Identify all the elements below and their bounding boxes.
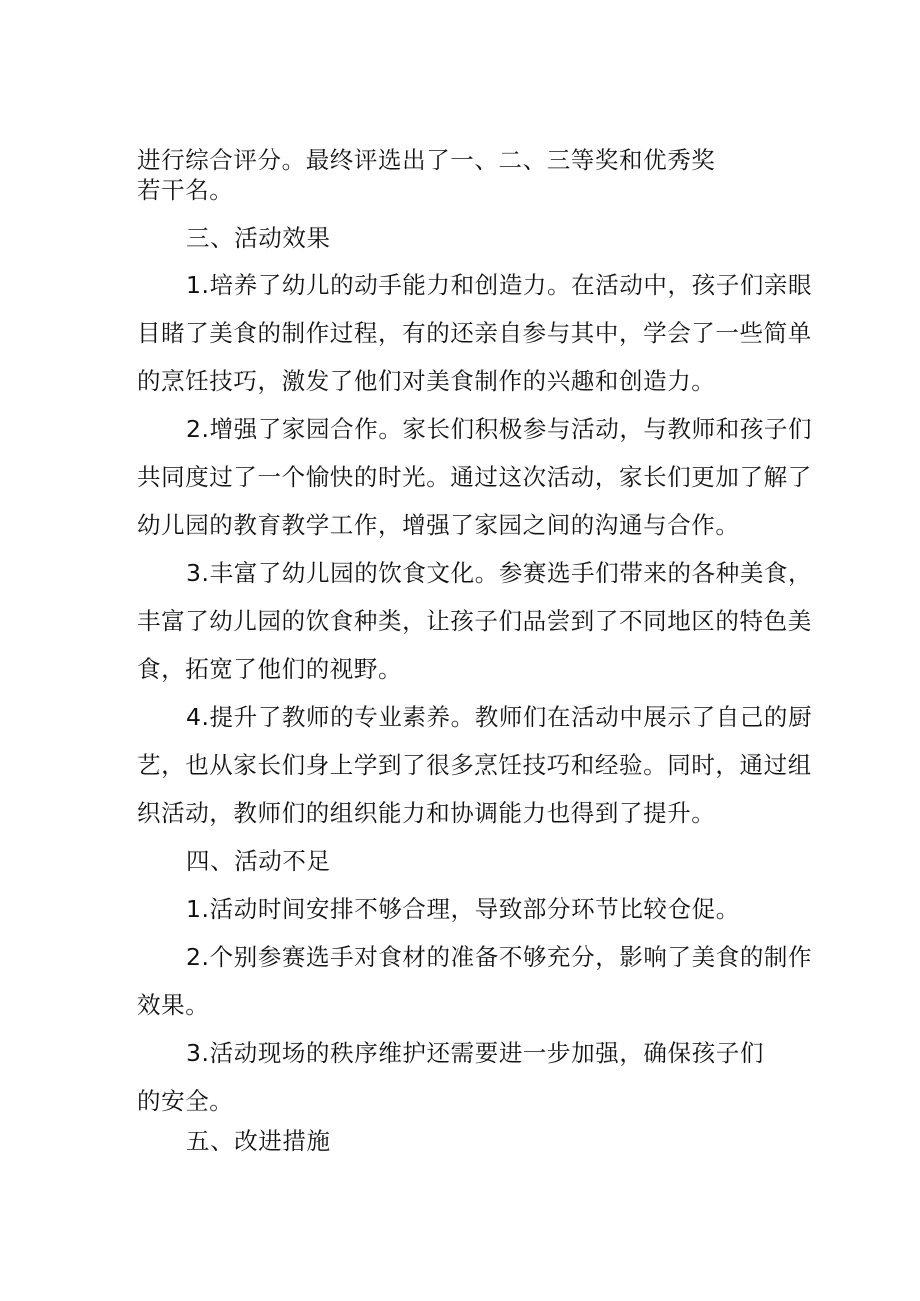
section-heading: 四、活动不足 xyxy=(186,847,331,875)
paragraph-line: 共同度过了一个愉快的时光。通过这次活动，家长们更加了解了 xyxy=(137,463,812,491)
paragraph-line: 幼儿园的教育教学工作，增强了家园之间的沟通与合作。 xyxy=(137,511,740,539)
paragraph-line: 的安全。 xyxy=(137,1087,234,1115)
paragraph-line: 2.个别参赛选手对食材的准备不够充分，影响了美食的制作 xyxy=(186,943,813,971)
paragraph-line: 的烹饪技巧，激发了他们对美食制作的兴趣和创造力。 xyxy=(137,367,716,395)
paragraph-line: 艺，也从家长们身上学到了很多烹饪技巧和经验。同时，通过组 xyxy=(137,751,812,779)
paragraph-line: 目睹了美食的制作过程，有的还亲自参与其中，学会了一些简单 xyxy=(137,319,812,347)
paragraph-line: 丰富了幼儿园的饮食种类，让孩子们品尝到了不同地区的特色美 xyxy=(137,607,812,635)
paragraph-line: 进行综合评分。最终评选出了一、二、三等奖和优秀奖 xyxy=(137,146,716,174)
paragraph-line: 3.丰富了幼儿园的饮食文化。参赛选手们带来的各种美食， xyxy=(186,559,813,587)
paragraph-line: 织活动，教师们的组织能力和协调能力也得到了提升。 xyxy=(137,799,716,827)
paragraph-line: 3.活动现场的秩序维护还需要进一步加强，确保孩子们 xyxy=(186,1039,764,1067)
paragraph-line: 效果。 xyxy=(137,991,210,1019)
paragraph-line: 若干名。 xyxy=(137,176,234,204)
section-heading: 五、改进措施 xyxy=(186,1127,331,1155)
section-heading: 三、活动效果 xyxy=(186,224,331,252)
paragraph-line: 食，拓宽了他们的视野。 xyxy=(137,655,403,683)
paragraph-line: 1.活动时间安排不够合理，导致部分环节比较仓促。 xyxy=(186,895,740,923)
paragraph-line: 2.增强了家园合作。家长们积极参与活动，与教师和孩子们 xyxy=(186,415,813,443)
paragraph-line: 4.提升了教师的专业素养。教师们在活动中展示了自己的厨 xyxy=(186,703,813,731)
paragraph-line: 1.培养了幼儿的动手能力和创造力。在活动中，孩子们亲眼 xyxy=(186,271,813,299)
